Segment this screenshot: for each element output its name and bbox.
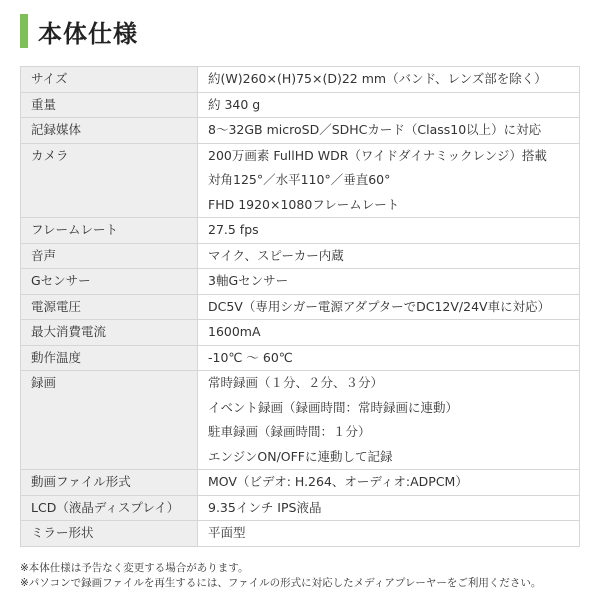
spec-value-line: -10℃ 〜 60℃ bbox=[208, 349, 293, 365]
spec-value-line: イベント録画（録画時間：常時録画に連動） bbox=[208, 399, 459, 415]
spec-value-line: 200万画素 FullHD WDR（ワイドダイナミックレンジ）搭載 bbox=[208, 147, 547, 163]
spec-label: 重量 bbox=[21, 92, 198, 118]
spec-value bbox=[198, 143, 580, 218]
spec-value-line: MOV（ビデオ: H.264、オーディオ:ADPCM） bbox=[208, 474, 468, 489]
spec-label: LCD（液晶ディスプレイ） bbox=[21, 495, 198, 521]
spec-label: カメラ bbox=[21, 143, 198, 218]
spec-label: 記録媒体 bbox=[21, 118, 198, 144]
section-header bbox=[20, 14, 138, 48]
spec-row bbox=[21, 495, 580, 521]
spec-value-line: 駐車録画（録画時間：１分） bbox=[208, 424, 371, 439]
spec-value-line: 常時録画（１分、２分、３分） bbox=[208, 375, 384, 390]
spec-label: サイズ bbox=[21, 67, 198, 93]
spec-value-line: 27.5 fps bbox=[208, 222, 259, 237]
spec-value-line: 対角125°／水平110°／垂直60° bbox=[208, 172, 391, 187]
spec-value bbox=[198, 320, 580, 346]
spec-value bbox=[198, 243, 580, 269]
spec-table-body bbox=[21, 67, 580, 547]
notes bbox=[20, 561, 541, 591]
spec-value bbox=[198, 495, 580, 521]
spec-value-line: 3軸Gセンサー bbox=[208, 273, 289, 288]
spec-label: ミラー形状 bbox=[21, 521, 198, 547]
spec-value bbox=[198, 371, 580, 470]
spec-value bbox=[198, 345, 580, 371]
spec-label: 最大消費電流 bbox=[21, 320, 198, 346]
spec-value bbox=[198, 218, 580, 244]
spec-row bbox=[21, 345, 580, 371]
title-accent-bar bbox=[20, 14, 28, 48]
spec-row bbox=[21, 320, 580, 346]
spec-value-line: 8〜32GB microSD／SDHCカード（Class10以上）に対応 bbox=[208, 122, 542, 137]
spec-row bbox=[21, 143, 580, 218]
spec-value-line: マイク、スピーカー内蔵 bbox=[208, 247, 344, 263]
spec-value-line: 約 340 g bbox=[208, 96, 261, 112]
spec-label: 録画 bbox=[21, 371, 198, 470]
spec-row bbox=[21, 294, 580, 320]
spec-value-line: 1600mA bbox=[208, 324, 261, 339]
spec-value bbox=[198, 67, 580, 93]
spec-value bbox=[198, 294, 580, 320]
spec-value-line: 9.35インチ IPS液晶 bbox=[208, 499, 322, 515]
spec-label: 電源電圧 bbox=[21, 294, 198, 320]
spec-value bbox=[198, 470, 580, 496]
spec-label: Gセンサー bbox=[21, 269, 198, 295]
spec-label: フレームレート bbox=[21, 218, 198, 244]
spec-value-line: エンジンON/OFFに連動して記録 bbox=[208, 448, 393, 464]
spec-row bbox=[21, 371, 580, 470]
spec-row bbox=[21, 218, 580, 244]
spec-row bbox=[21, 269, 580, 295]
note-line: ※パソコンで録画ファイルを再生するには、ファイルの形式に対応したメディアプレーヤーをご利用ください。 bbox=[20, 577, 542, 589]
spec-row bbox=[21, 521, 580, 547]
spec-row bbox=[21, 470, 580, 496]
note-line: ※本体仕様は予告なく変更する場合があります。 bbox=[20, 562, 249, 574]
spec-row bbox=[21, 243, 580, 269]
spec-value-line: 約(W)260×(H)75×(D)22 mm（バンド、レンズ部を除く） bbox=[208, 71, 547, 86]
spec-row bbox=[21, 118, 580, 144]
spec-value bbox=[198, 269, 580, 295]
spec-value-line: FHD 1920×1080フレームレート bbox=[208, 196, 400, 212]
spec-value-line: DC5V（専用シガー電源アダプターでDC12V/24V車に対応） bbox=[208, 298, 551, 314]
spec-row bbox=[21, 67, 580, 93]
spec-value-line: 平面型 bbox=[208, 525, 246, 540]
spec-table bbox=[20, 66, 580, 547]
spec-value bbox=[198, 118, 580, 144]
spec-value bbox=[198, 92, 580, 118]
page-title: 本体仕様 bbox=[38, 19, 138, 48]
spec-row bbox=[21, 92, 580, 118]
spec-label: 動画ファイル形式 bbox=[21, 470, 198, 496]
spec-label: 音声 bbox=[21, 243, 198, 269]
spec-label: 動作温度 bbox=[21, 345, 198, 371]
spec-value bbox=[198, 521, 580, 547]
